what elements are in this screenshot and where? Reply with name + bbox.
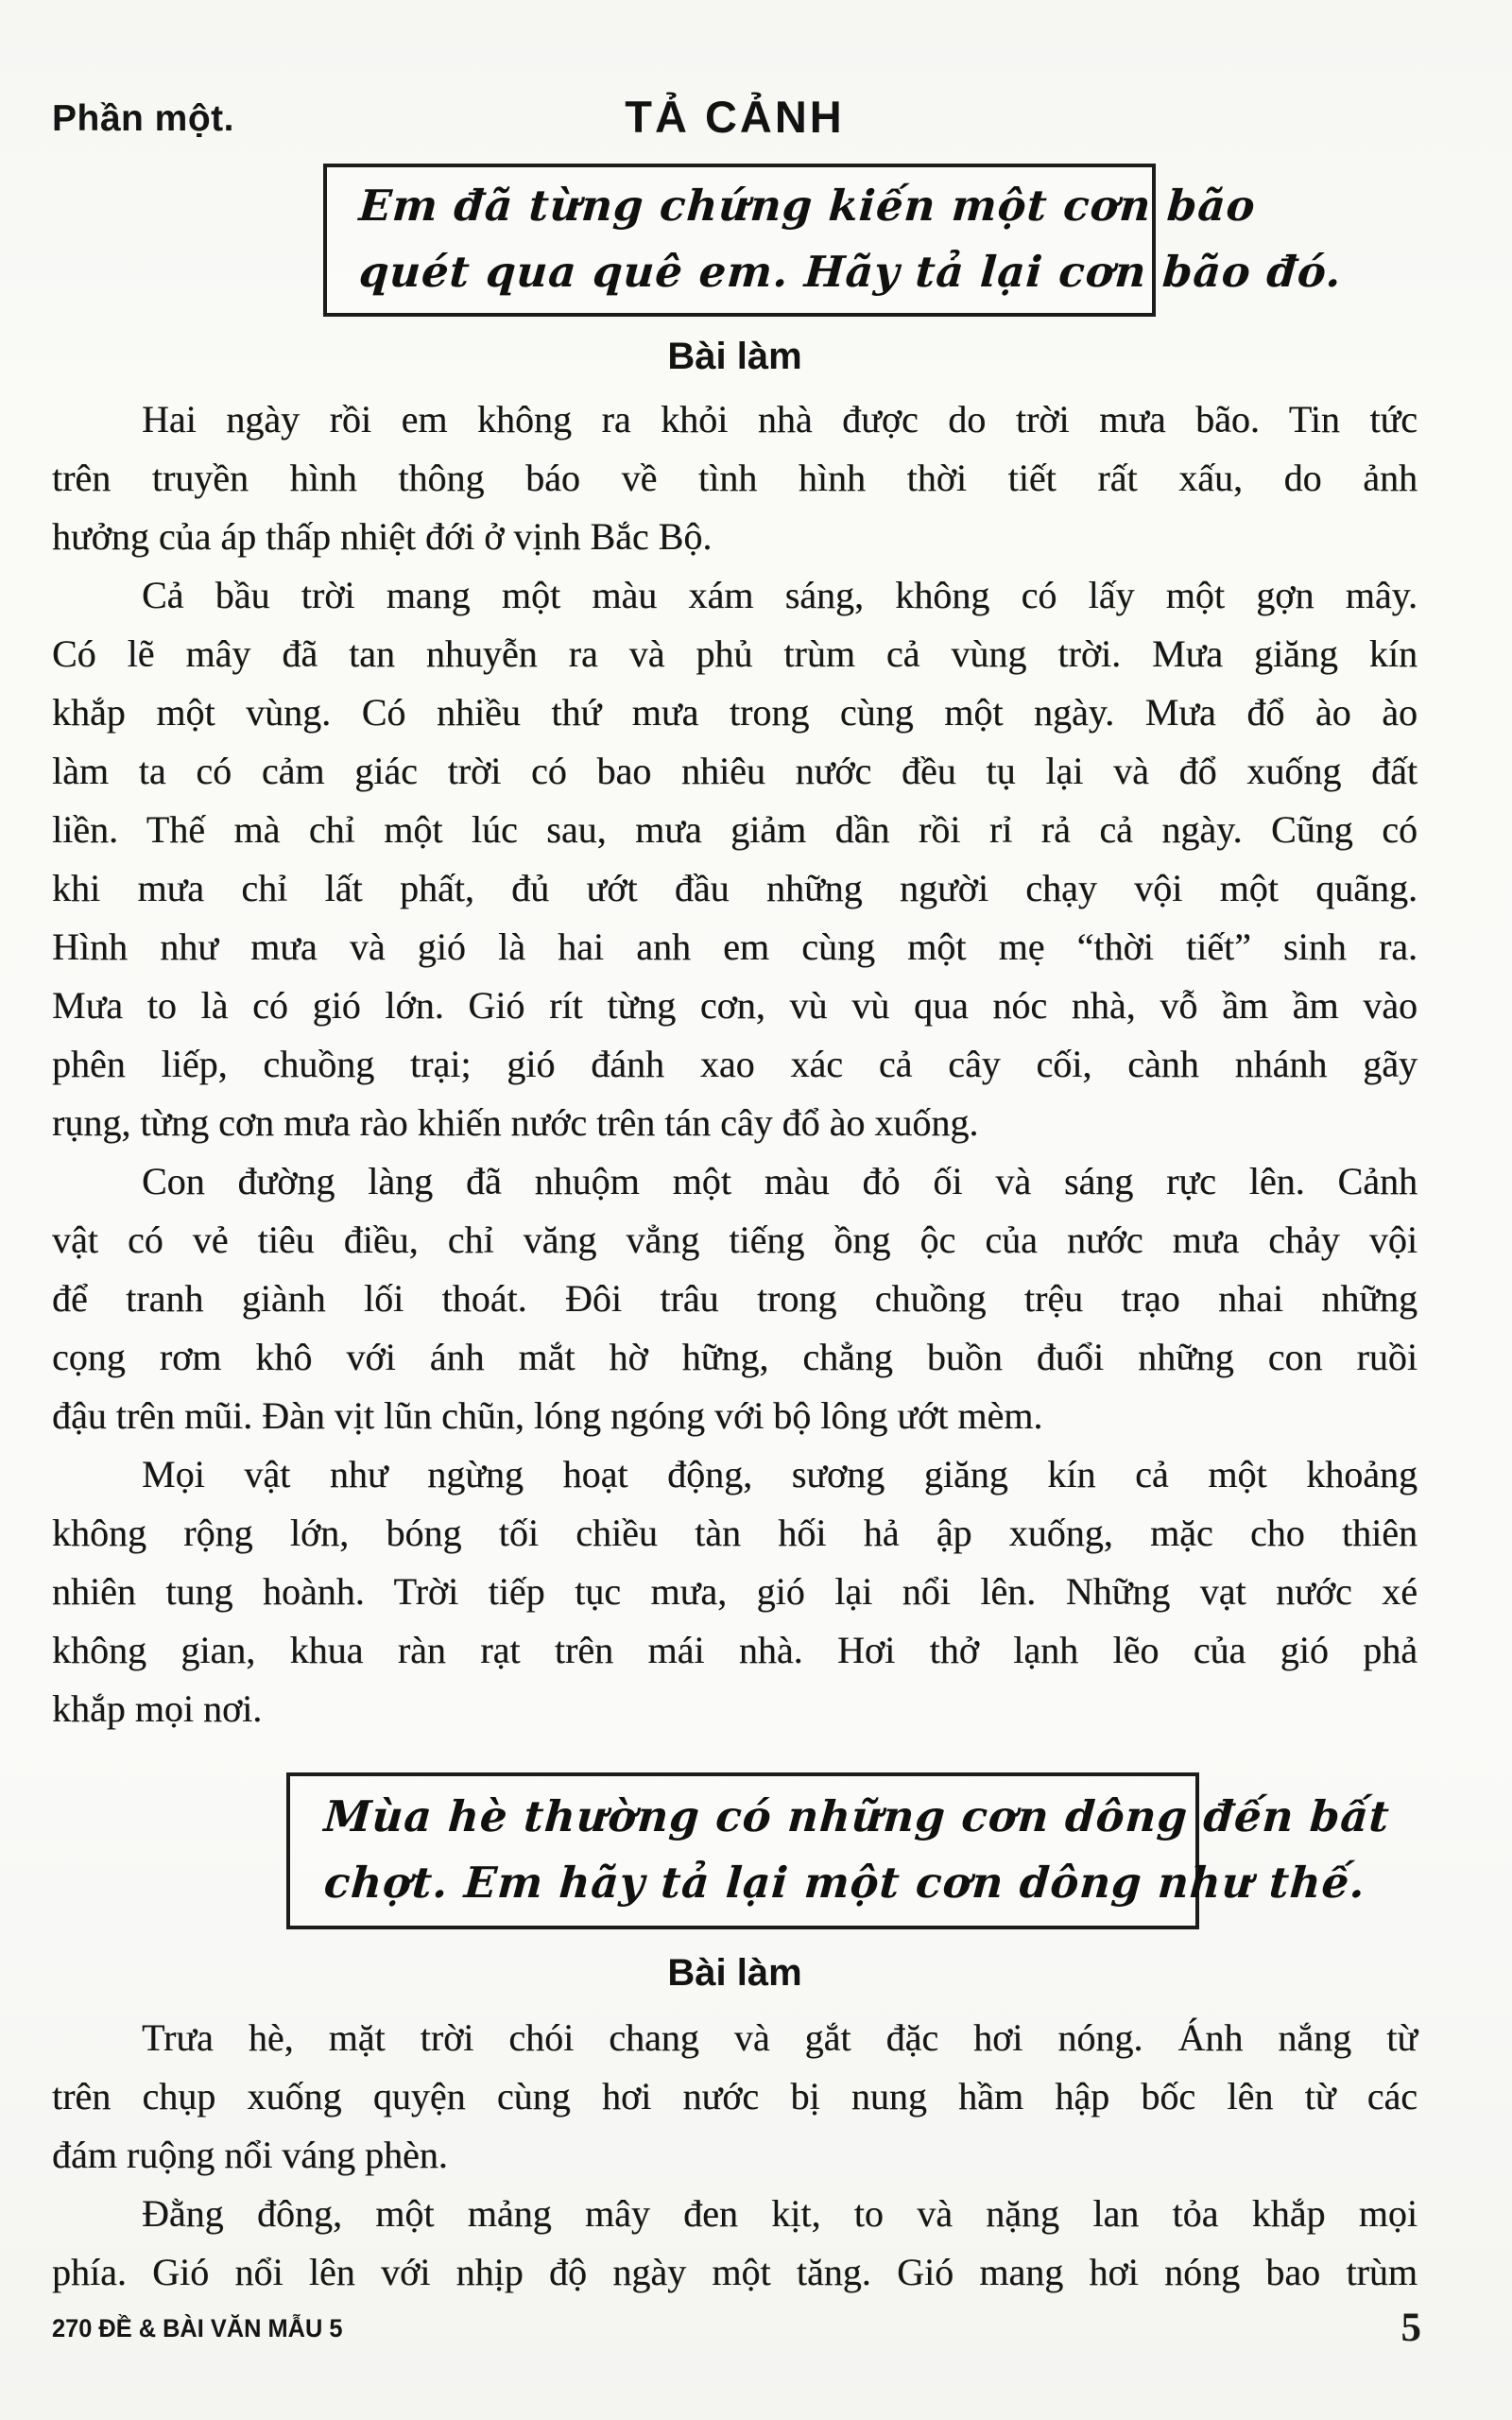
essay-prompt-line: quét qua quê em. Hãy tả lại cơn bão đó. bbox=[357, 247, 1344, 297]
essay-prompt-line: Mùa hè thường có những cơn dông đến bất bbox=[322, 1791, 1392, 1841]
text-line: Hình như mưa và gió là hai anh em cùng một mẹ “thời tiết” sinh ra. bbox=[52, 925, 1418, 968]
text-line: khắp một vùng. Có nhiều thứ mưa trong cùng một ngày. Mưa đổ ào ào bbox=[52, 691, 1418, 734]
text-line: Mọi vật như ngừng hoạt động, sương giăng kín cả một khoảng bbox=[142, 1453, 1418, 1495]
footer-book-title: 270 ĐỀ & BÀI VĂN MẪU 5 bbox=[52, 2314, 343, 2342]
text-line: rụng, từng cơn mưa rào khiến nước trên tán cây đổ ào xuống. bbox=[52, 1101, 979, 1144]
essay-paragraph bbox=[52, 1445, 1418, 1738]
essay-prompt-line: chợt. Em hãy tả lại một cơn dông như thế. bbox=[322, 1858, 1367, 1908]
essay-heading: Bài làm bbox=[667, 1952, 802, 1994]
text-line: Trưa hè, mặt trời chói chang và gắt đặc hơi nóng. Ánh nắng từ bbox=[142, 2016, 1418, 2059]
page-header bbox=[0, 0, 1512, 164]
text-line: khi mưa chỉ lất phất, đủ ướt đầu những người chạy vội một quãng. bbox=[52, 867, 1418, 909]
essay-text bbox=[52, 390, 1418, 1738]
text-line: khắp mọi nơi. bbox=[52, 1687, 263, 1730]
essay-text bbox=[52, 2009, 1418, 2302]
essay-prompt-line: Em đã từng chứng kiến một cơn bão bbox=[357, 181, 1258, 231]
text-line: trên truyền hình thông báo về tình hình thời tiết rất xấu, do ảnh bbox=[52, 457, 1418, 499]
text-line: Cả bầu trời mang một màu xám sáng, không có lấy một gợn mây. bbox=[142, 574, 1418, 616]
text-line: Đằng đông, một mảng mây đen kịt, to và nặng lan tỏa khắp mọi bbox=[142, 2192, 1418, 2235]
footer-page-number: 5 bbox=[1400, 2306, 1421, 2350]
essay-prompt-box bbox=[323, 164, 1344, 317]
essay-prompt-box bbox=[286, 1772, 1392, 1929]
essay-paragraph bbox=[52, 566, 1418, 1152]
text-line: phía. Gió nổi lên với nhịp độ ngày một tăng. Gió mang hơi nóng bao trùm bbox=[52, 2251, 1418, 2293]
essay-paragraph bbox=[52, 2009, 1418, 2185]
text-line: đậu trên mũi. Đàn vịt lũn chũn, lóng ngóng với bộ lông ướt mèm. bbox=[52, 1394, 1043, 1437]
text-line: Hai ngày rồi em không ra khỏi nhà được do trời mưa bão. Tin tức bbox=[142, 398, 1418, 441]
part-label: Phần một. bbox=[52, 98, 235, 139]
text-line: liền. Thế mà chỉ một lúc sau, mưa giảm dần rồi rỉ rả cả ngày. Cũng có bbox=[52, 808, 1418, 851]
text-line: nhiên tung hoành. Trời tiếp tục mưa, gió lại nổi lên. Những vạt nước xé bbox=[52, 1570, 1418, 1613]
page-body bbox=[52, 164, 1418, 2302]
text-line: để tranh giành lối thoát. Đôi trâu trong chuồng trệu trạo nhai những bbox=[52, 1277, 1418, 1320]
text-line: không gian, khua ràn rạt trên mái nhà. Hơi thở lạnh lẽo của gió phả bbox=[52, 1629, 1418, 1671]
text-line: không rộng lớn, bóng tối chiều tàn hối hả ập xuống, mặc cho thiên bbox=[52, 1512, 1418, 1554]
text-line: Mưa to là có gió lớn. Gió rít từng cơn, vù vù qua nóc nhà, vỗ ầm ầm vào bbox=[52, 984, 1418, 1027]
text-line: Con đường làng đã nhuộm một màu đỏ ối và sáng rực lên. Cảnh bbox=[142, 1160, 1418, 1202]
text-line: trên chụp xuống quyện cùng hơi nước bị nung hầm hập bốc lên từ các bbox=[52, 2075, 1418, 2118]
essay-paragraph bbox=[52, 390, 1418, 566]
text-line: làm ta có cảm giác trời có bao nhiêu nước đều tụ lại và đổ xuống đất bbox=[52, 750, 1418, 792]
essay-paragraph bbox=[52, 1152, 1418, 1445]
essay-paragraph bbox=[52, 2185, 1418, 2302]
text-line: vật có vẻ tiêu điều, chỉ văng vẳng tiếng ồng ộc của nước mưa chảy vội bbox=[52, 1219, 1418, 1261]
essay-heading: Bài làm bbox=[667, 336, 802, 377]
text-line: đám ruộng nổi váng phèn. bbox=[52, 2134, 448, 2176]
text-line: hưởng của áp thấp nhiệt đới ở vịnh Bắc Bộ. bbox=[52, 515, 713, 558]
text-line: phên liếp, chuồng trại; gió đánh xao xác cả cây cối, cành nhánh gãy bbox=[52, 1043, 1418, 1085]
text-line: cọng rơm khô với ánh mắt hờ hững, chẳng buồn đuổi những con ruồi bbox=[52, 1336, 1418, 1378]
text-line: Có lẽ mây đã tan nhuyễn ra và phủ trùm cả vùng trời. Mưa giăng kín bbox=[52, 632, 1418, 675]
page-title: TẢ CẢNH bbox=[625, 92, 845, 142]
